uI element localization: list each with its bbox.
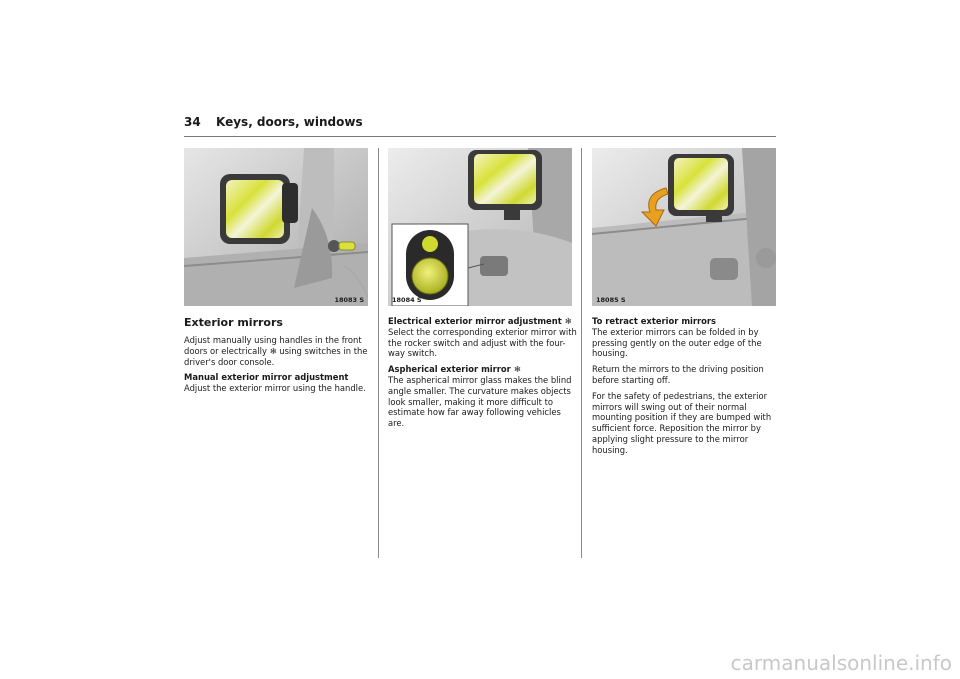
column-1-text <box>184 316 374 399</box>
section-title: Keys, doors, windows <box>216 115 363 129</box>
figure-code: 18085 S <box>596 296 626 304</box>
column-2-text <box>388 316 578 434</box>
watermark: carmanualsonline.info <box>730 651 952 675</box>
paragraph-aspherical <box>388 364 578 429</box>
column-3-text <box>592 316 782 461</box>
figure-manual-mirror <box>184 148 368 306</box>
intro-text-cont: using switches in the driver's door console. <box>184 345 368 367</box>
figure-code: 18084 S <box>392 296 422 304</box>
retract-text: The exterior mirrors can be folded in by pressing gently on the outer edge of the housing. <box>592 326 762 359</box>
electric-text: Select the corresponding exterior mirror with the rocker switch and adjust with the four-way switch. <box>388 326 577 359</box>
electric-heading-text: Electrical exterior mirror adjustment <box>388 316 565 326</box>
paragraph-return: Return the mirrors to the driving position before starting off. <box>592 364 764 385</box>
paragraph-intro <box>184 335 374 367</box>
paragraph-manual <box>184 372 374 394</box>
heading-manual-adjustment: Manual exterior mirror adjustment <box>184 372 349 383</box>
header-rule <box>184 136 776 137</box>
heading-exterior-mirrors: Exterior mirrors <box>184 316 283 329</box>
heading-retract-mirrors: To retract exterior mirrors <box>592 316 717 326</box>
optional-equipment-icon: ❄ <box>269 345 277 356</box>
heading-electric-adjustment <box>388 316 578 327</box>
manual-text: Adjust the exterior mirror using the handle. <box>184 383 366 394</box>
figure-electric-mirror <box>388 148 572 306</box>
column-divider <box>378 148 379 558</box>
heading-aspherical-mirror <box>388 364 578 375</box>
figure-code: 18083 S <box>334 296 364 304</box>
optional-equipment-icon: ❄ <box>564 316 572 326</box>
page-header <box>184 115 776 137</box>
column-divider <box>581 148 582 558</box>
folding-mirror-illustration-icon <box>592 148 776 306</box>
aspherical-text: The aspherical mirror glass makes the blind angle smaller. The curvature makes objects look smaller, making it more difficult to estimate how far away following vehicles are. <box>388 374 572 429</box>
optional-equipment-icon: ❄ <box>513 364 521 375</box>
intro-text: Adjust manually using handles in the front doors or electrically <box>184 335 362 356</box>
figure-folding-mirror <box>592 148 776 306</box>
electric-mirror-switch-illustration-icon <box>388 148 572 306</box>
paragraph-retract <box>592 316 782 359</box>
manual-mirror-illustration-icon <box>184 148 368 306</box>
paragraph-safety: For the safety of pedestrians, the exterior mirrors will swing out of their normal mounting position if they are bumped with sufficient force. Reposition the mirror by applying slight pressure to the mirror housing. <box>592 390 772 455</box>
paragraph-electric <box>388 316 578 359</box>
page-number: 34 <box>184 115 201 129</box>
aspherical-heading-text: Aspherical exterior mirror <box>388 364 514 375</box>
